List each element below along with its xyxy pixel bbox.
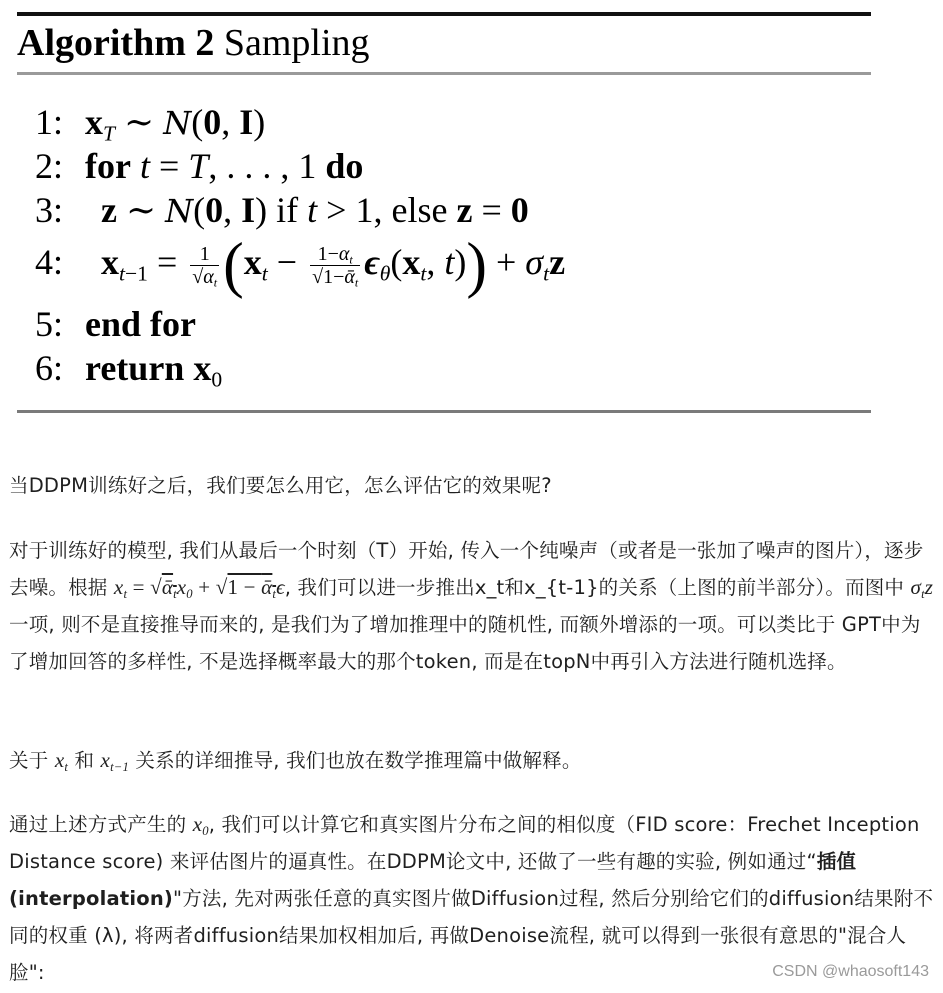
paragraph-text: , 我们可以进一步推出x_t和x_{t-1}的关系（上图的前半部分）。而图中 xyxy=(284,576,911,599)
line-number: 6: xyxy=(35,348,64,388)
keyword-return: return xyxy=(85,348,185,388)
paragraph-sampling xyxy=(9,532,937,680)
algo-line-3: 3: z ∼ N(0, I) if t > 1, else z = 0 xyxy=(35,190,529,230)
paragraph-text: 关系的详细推导, 我们也放在数学推理篇中做解释。 xyxy=(128,749,582,772)
paragraph-text: 当DDPM训练好之后，我们要怎么用它，怎么评估它的效果呢? xyxy=(9,474,552,497)
algo-line-6: 6: return $x_0$ xyxy=(35,348,223,392)
paragraph-question xyxy=(9,467,937,504)
algorithm-number: Algorithm 2 xyxy=(17,22,215,64)
paragraph-text: , 我们可以计算它和真实图片分布之间的相似度（FID score：Frechet Inception Distance score) 来评估图片的逼真性。在DDPM论文中, 还做了一些有趣的实验, 例如通过“ xyxy=(9,813,920,873)
bold-interpolation: 插值 (interpolation) xyxy=(9,850,857,910)
paragraph-text: 关于 xyxy=(9,749,55,772)
keyword-do: do xyxy=(325,146,364,186)
algo-line-1: 1: $x_T$ ∼ N(0, I) xyxy=(35,102,266,146)
algo-line-5 xyxy=(35,302,196,346)
paragraph-text: 一项, 则不是直接推导而来的, 是我们为了增加推理中的随机性, 而额外增添的一项。可以类比于 GPT中为了增加回答的多样性, 不是选择概率最大的那个token, 而是在topN中再引入方法进行随机选择。 xyxy=(9,613,921,673)
formula-xt: $x_t$ xyxy=(54,748,69,774)
formula-forward: $x_t$ = $√ᾱ_tx_0 + √1$ − ᾱ$_t$ϵ xyxy=(113,575,285,601)
algo-line-2: 2: for t = T, . . . , 1 do xyxy=(35,146,364,186)
keyword-end-for: end for xyxy=(85,304,196,344)
algorithm-box xyxy=(17,0,871,420)
formula-sigma-z: $\sigma_tz$ xyxy=(910,575,934,601)
line-number: 1: xyxy=(35,102,64,142)
line-number: 2: xyxy=(35,146,64,186)
paragraph-derivation xyxy=(9,742,937,779)
line-number: 3: xyxy=(35,190,64,230)
paragraph-text: 通过上述方式产生的 xyxy=(9,813,193,836)
title-rule xyxy=(17,72,871,75)
paragraph-text: "方法, 先对两张任意的真实图片做Diffusion过程, 然后分别给它们的diffusion结果附不同的权重 (λ), 将两者diffusion结果加权相加后, 再做Denoise流程, 就可以得到一张很有意思的"混合人脸": xyxy=(9,887,934,984)
csdn-watermark: CSDN @whaosoft143 xyxy=(772,963,929,980)
top-rule xyxy=(17,12,871,16)
bottom-rule xyxy=(17,410,871,413)
algorithm-title xyxy=(17,18,370,68)
formula-xt-minus-1: $x_{t-1}$ xyxy=(100,748,129,774)
paragraph-text: 和 xyxy=(68,749,101,772)
keyword-for: for xyxy=(85,146,131,186)
algo-line-4: 4: $x_{t-1}$ = $\frac{1}{√\alpha_t}$ ($x_t$ − $\frac{1-\alpha_t}{√1-ᾱ_t}$ $\epsilon_\theta(x_t$, $t)) + \sigma_tz$ xyxy=(35,231,566,300)
line-number: 4: xyxy=(35,242,64,282)
formula-x0: $x_0$ xyxy=(192,812,209,838)
line-number: 5: xyxy=(35,304,64,344)
algorithm-name: Sampling xyxy=(223,22,370,64)
paragraph-text: 对于训练好的模型, 我们从最后一个时刻（T）开始, 传入一个纯噪声（或者是一张加了噪声的图片），逐步去噪。根据 xyxy=(9,539,924,599)
